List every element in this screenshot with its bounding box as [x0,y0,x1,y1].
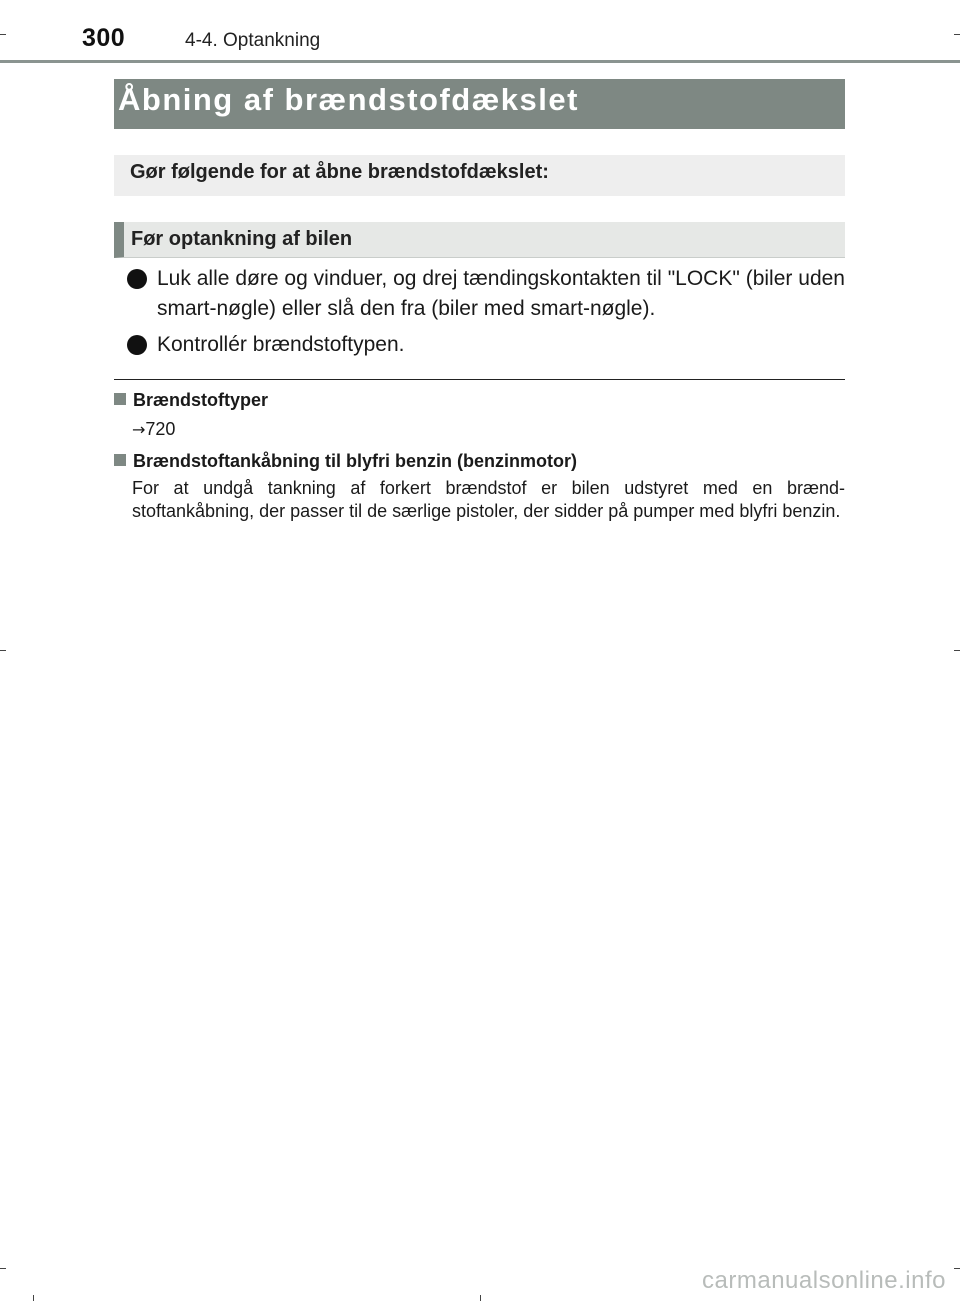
crop-mark [954,1268,960,1269]
crop-mark [0,650,6,651]
bullet-text: Kontrollér brændstoftypen. [157,333,405,356]
bullet-icon [127,269,147,289]
bullet-icon [127,335,147,355]
bullet-list [127,264,845,366]
note-heading-text: Brændstoftankåbning til blyfri benzin (benzinmotor) [133,451,577,471]
page-header [0,0,960,64]
section-divider [114,379,845,380]
page-reference-link[interactable]: 720 [145,419,176,439]
crop-mark [954,650,960,651]
note-reference [114,418,845,441]
intro-text: Gør følgende for at åbne brændstofdækslet: [130,161,549,183]
note-heading [114,449,845,473]
page-title: Åbning af brændstofdækslet [118,82,579,117]
note-heading-text: Brændstoftyper [133,390,269,410]
section-label: 4-4. Optankning [185,30,321,51]
arrow-right-icon: → [132,420,146,439]
list-item [127,264,845,324]
crop-mark [480,1295,481,1301]
crop-mark [0,1268,6,1269]
note-heading [114,388,845,412]
bullet-text: Luk alle døre og vinduer, og drej tændingskontakten til "LOCK" (biler uden smart-nøgle) eller slå den fra (biler med smart-nøgle). [157,267,845,320]
notes-section [114,388,845,523]
square-bullet-icon [114,393,126,405]
crop-mark [33,1295,34,1301]
header-rule [0,60,960,63]
note-body: For at undgå tankning af forkert brændstof er bilen udstyret med en brænd-stoftankåbning, der passer til de særlige pistoler, der sidder på pumper med blyfri benzin. [132,478,845,521]
list-item [127,330,845,360]
page-number: 300 [82,24,126,52]
subheading: Før optankning af bilen [131,228,353,250]
square-bullet-icon [114,454,126,466]
watermark: carmanualsonline.info [702,1267,946,1294]
